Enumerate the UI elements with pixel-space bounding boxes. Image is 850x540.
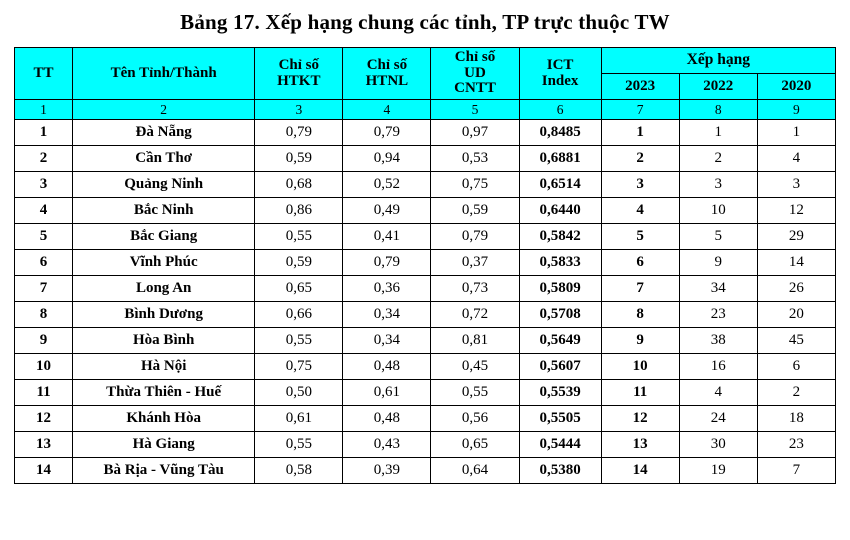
header-rank-group: Xếp hạng	[601, 48, 835, 74]
table-header	[15, 48, 836, 100]
cell-rank-2020: 23	[757, 432, 835, 458]
cell-province-name: Long An	[73, 276, 255, 302]
table-row	[15, 458, 836, 484]
header-tt: TT	[15, 48, 73, 100]
column-number-9: 9	[757, 100, 835, 120]
cell-htnl: 0,94	[343, 146, 431, 172]
cell-udcntt: 0,55	[431, 380, 519, 406]
cell-htnl: 0,39	[343, 458, 431, 484]
cell-province-name: Hòa Bình	[73, 328, 255, 354]
column-number-8: 8	[679, 100, 757, 120]
cell-rank-2023: 6	[601, 250, 679, 276]
cell-udcntt: 0,59	[431, 198, 519, 224]
table-row	[15, 198, 836, 224]
cell-tt: 9	[15, 328, 73, 354]
cell-province-name: Quảng Ninh	[73, 172, 255, 198]
cell-ict-index: 0,5833	[519, 250, 601, 276]
cell-htkt: 0,50	[255, 380, 343, 406]
cell-udcntt: 0,64	[431, 458, 519, 484]
cell-rank-2023: 13	[601, 432, 679, 458]
cell-htnl: 0,52	[343, 172, 431, 198]
column-number-6: 6	[519, 100, 601, 120]
cell-province-name: Hà Giang	[73, 432, 255, 458]
header-ict-line1: ICT	[546, 56, 574, 73]
cell-htkt: 0,55	[255, 432, 343, 458]
cell-htnl: 0,79	[343, 120, 431, 146]
cell-rank-2023: 1	[601, 120, 679, 146]
header-udcntt-line3: CNTT	[454, 80, 496, 97]
cell-province-name: Thừa Thiên - Huế	[73, 380, 255, 406]
cell-ict-index: 0,5809	[519, 276, 601, 302]
cell-htnl: 0,34	[343, 302, 431, 328]
column-number-4: 4	[343, 100, 431, 120]
cell-tt: 11	[15, 380, 73, 406]
cell-rank-2022: 9	[679, 250, 757, 276]
cell-rank-2023: 4	[601, 198, 679, 224]
cell-rank-2020: 4	[757, 146, 835, 172]
cell-ict-index: 0,5649	[519, 328, 601, 354]
cell-htkt: 0,59	[255, 146, 343, 172]
header-udcntt-line1: Chỉ số	[454, 48, 496, 65]
cell-ict-index: 0,5607	[519, 354, 601, 380]
cell-rank-2020: 26	[757, 276, 835, 302]
column-number-7: 7	[601, 100, 679, 120]
cell-htkt: 0,59	[255, 250, 343, 276]
cell-rank-2022: 24	[679, 406, 757, 432]
cell-rank-2022: 16	[679, 354, 757, 380]
table-body	[15, 100, 836, 484]
cell-tt: 8	[15, 302, 73, 328]
cell-rank-2023: 3	[601, 172, 679, 198]
cell-tt: 13	[15, 432, 73, 458]
cell-rank-2023: 12	[601, 406, 679, 432]
cell-tt: 12	[15, 406, 73, 432]
header-htkt-line1: Chỉ số	[278, 56, 320, 73]
cell-ict-index: 0,6881	[519, 146, 601, 172]
cell-rank-2022: 3	[679, 172, 757, 198]
cell-htkt: 0,61	[255, 406, 343, 432]
cell-ict-index: 0,5842	[519, 224, 601, 250]
cell-rank-2023: 8	[601, 302, 679, 328]
header-ict-line2: Index	[541, 72, 579, 89]
cell-rank-2022: 1	[679, 120, 757, 146]
cell-tt: 3	[15, 172, 73, 198]
cell-htnl: 0,61	[343, 380, 431, 406]
cell-udcntt: 0,56	[431, 406, 519, 432]
cell-htnl: 0,34	[343, 328, 431, 354]
cell-province-name: Bắc Ninh	[73, 198, 255, 224]
cell-udcntt: 0,97	[431, 120, 519, 146]
cell-htnl: 0,48	[343, 354, 431, 380]
cell-rank-2022: 4	[679, 380, 757, 406]
cell-rank-2022: 30	[679, 432, 757, 458]
cell-rank-2022: 34	[679, 276, 757, 302]
table-row	[15, 406, 836, 432]
cell-udcntt: 0,53	[431, 146, 519, 172]
page-title: Bảng 17. Xếp hạng chung các tỉnh, TP trực thuộc TW	[180, 10, 670, 34]
table-row	[15, 328, 836, 354]
header-htnl	[343, 48, 431, 100]
cell-udcntt: 0,65	[431, 432, 519, 458]
cell-rank-2023: 10	[601, 354, 679, 380]
cell-ict-index: 0,8485	[519, 120, 601, 146]
cell-rank-2023: 9	[601, 328, 679, 354]
cell-rank-2022: 2	[679, 146, 757, 172]
table-row	[15, 432, 836, 458]
header-htnl-line1: Chỉ số	[366, 56, 408, 73]
cell-ict-index: 0,5539	[519, 380, 601, 406]
province-ranking-table	[14, 47, 836, 484]
cell-udcntt: 0,73	[431, 276, 519, 302]
cell-rank-2020: 45	[757, 328, 835, 354]
table-row	[15, 302, 836, 328]
cell-rank-2020: 2	[757, 380, 835, 406]
table-header-row	[15, 48, 836, 74]
cell-rank-2022: 23	[679, 302, 757, 328]
column-number-3: 3	[255, 100, 343, 120]
table-row	[15, 146, 836, 172]
cell-rank-2020: 29	[757, 224, 835, 250]
cell-tt: 1	[15, 120, 73, 146]
cell-htnl: 0,43	[343, 432, 431, 458]
table-container	[0, 47, 850, 484]
cell-province-name: Khánh Hòa	[73, 406, 255, 432]
header-htnl-line2: HTNL	[365, 72, 409, 89]
cell-htkt: 0,66	[255, 302, 343, 328]
cell-ict-index: 0,6514	[519, 172, 601, 198]
cell-htkt: 0,55	[255, 328, 343, 354]
cell-rank-2023: 11	[601, 380, 679, 406]
cell-htkt: 0,75	[255, 354, 343, 380]
cell-tt: 6	[15, 250, 73, 276]
cell-tt: 7	[15, 276, 73, 302]
cell-udcntt: 0,72	[431, 302, 519, 328]
cell-province-name: Vĩnh Phúc	[73, 250, 255, 276]
table-row	[15, 172, 836, 198]
cell-ict-index: 0,6440	[519, 198, 601, 224]
header-year-2023: 2023	[601, 74, 679, 100]
cell-rank-2020: 18	[757, 406, 835, 432]
header-province-name: Tên Tỉnh/Thành	[73, 48, 255, 100]
table-row	[15, 120, 836, 146]
cell-tt: 14	[15, 458, 73, 484]
header-year-2022: 2022	[679, 74, 757, 100]
table-row	[15, 276, 836, 302]
cell-htkt: 0,65	[255, 276, 343, 302]
column-number-1: 1	[15, 100, 73, 120]
column-number-5: 5	[431, 100, 519, 120]
cell-rank-2023: 14	[601, 458, 679, 484]
cell-rank-2022: 10	[679, 198, 757, 224]
cell-tt: 4	[15, 198, 73, 224]
column-number-row	[15, 100, 836, 120]
cell-rank-2020: 14	[757, 250, 835, 276]
cell-rank-2023: 2	[601, 146, 679, 172]
cell-rank-2020: 7	[757, 458, 835, 484]
cell-htkt: 0,55	[255, 224, 343, 250]
cell-udcntt: 0,81	[431, 328, 519, 354]
cell-rank-2020: 1	[757, 120, 835, 146]
cell-rank-2020: 3	[757, 172, 835, 198]
cell-tt: 10	[15, 354, 73, 380]
cell-province-name: Cần Thơ	[73, 146, 255, 172]
cell-tt: 5	[15, 224, 73, 250]
cell-ict-index: 0,5505	[519, 406, 601, 432]
table-row	[15, 224, 836, 250]
table-row	[15, 354, 836, 380]
header-ict-index	[519, 48, 601, 100]
cell-htkt: 0,68	[255, 172, 343, 198]
column-number-2: 2	[73, 100, 255, 120]
cell-rank-2022: 19	[679, 458, 757, 484]
cell-rank-2022: 38	[679, 328, 757, 354]
cell-rank-2020: 12	[757, 198, 835, 224]
cell-udcntt: 0,37	[431, 250, 519, 276]
cell-province-name: Đà Nẵng	[73, 120, 255, 146]
cell-htnl: 0,41	[343, 224, 431, 250]
table-row	[15, 250, 836, 276]
cell-htkt: 0,79	[255, 120, 343, 146]
cell-htnl: 0,48	[343, 406, 431, 432]
cell-rank-2022: 5	[679, 224, 757, 250]
cell-tt: 2	[15, 146, 73, 172]
header-udcntt	[431, 48, 519, 100]
table-row	[15, 380, 836, 406]
header-htkt	[255, 48, 343, 100]
cell-rank-2020: 6	[757, 354, 835, 380]
header-udcntt-line2: UD	[464, 64, 486, 81]
cell-rank-2020: 20	[757, 302, 835, 328]
cell-htkt: 0,58	[255, 458, 343, 484]
cell-udcntt: 0,75	[431, 172, 519, 198]
cell-udcntt: 0,79	[431, 224, 519, 250]
cell-udcntt: 0,45	[431, 354, 519, 380]
cell-ict-index: 0,5708	[519, 302, 601, 328]
cell-htnl: 0,49	[343, 198, 431, 224]
cell-ict-index: 0,5444	[519, 432, 601, 458]
cell-htnl: 0,36	[343, 276, 431, 302]
header-htkt-line2: HTKT	[277, 72, 321, 89]
cell-rank-2023: 5	[601, 224, 679, 250]
cell-province-name: Bắc Giang	[73, 224, 255, 250]
cell-province-name: Bà Rịa - Vũng Tàu	[73, 458, 255, 484]
cell-ict-index: 0,5380	[519, 458, 601, 484]
cell-htkt: 0,86	[255, 198, 343, 224]
cell-province-name: Hà Nội	[73, 354, 255, 380]
cell-province-name: Bình Dương	[73, 302, 255, 328]
cell-htnl: 0,79	[343, 250, 431, 276]
header-year-2020: 2020	[757, 74, 835, 100]
cell-rank-2023: 7	[601, 276, 679, 302]
